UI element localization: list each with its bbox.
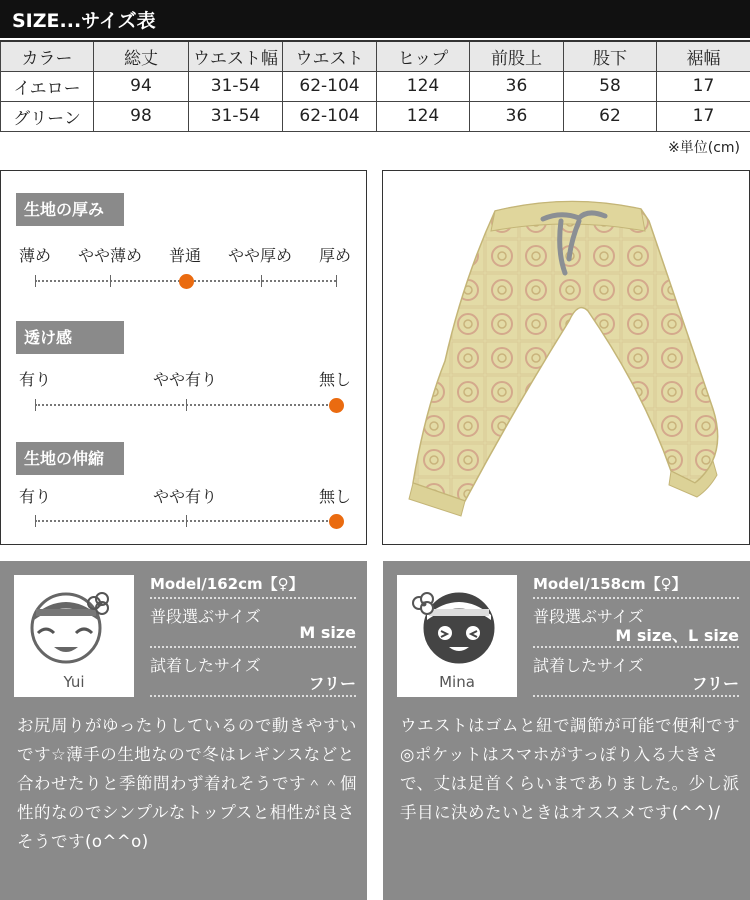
column-header: カラー (1, 41, 94, 71)
size-table (0, 40, 750, 132)
table-row (1, 101, 750, 131)
column-header: 前股上 (470, 41, 564, 71)
divider (533, 646, 739, 648)
avatar-name: Mina (439, 673, 475, 691)
column-header: ウエスト幅 (189, 41, 283, 71)
table-cell: 62-104 (283, 71, 377, 101)
divider (150, 597, 356, 599)
fabric-panel (0, 170, 367, 545)
table-cell: 124 (377, 71, 470, 101)
column-header: ヒップ (377, 41, 470, 71)
scale-label: 普通 (168, 246, 202, 265)
scale-tick (35, 515, 36, 527)
table-cell: 62-104 (283, 101, 377, 131)
product-image-frame (382, 170, 750, 545)
scale-label: やや有り (152, 370, 218, 389)
sheerness-labels (1, 367, 366, 389)
table-cell: グリーン (1, 101, 94, 131)
table-cell: 31-54 (189, 71, 283, 101)
tried-size-value: フリー (691, 674, 739, 693)
table-cell: 36 (470, 71, 564, 101)
tried-size-value: フリー (308, 674, 356, 693)
table-cell: 98 (94, 101, 189, 131)
table-cell: 17 (657, 101, 750, 131)
pants-image (383, 171, 750, 546)
usual-size-label: 普段選ぶサイズ (533, 607, 644, 626)
level-marker (329, 514, 344, 529)
column-header: ウエスト (283, 41, 377, 71)
divider (150, 695, 356, 697)
table-cell: 94 (94, 71, 189, 101)
divider (150, 646, 356, 648)
usual-size-value: M size (299, 623, 356, 642)
scale-tick (186, 399, 187, 411)
column-header: 裾幅 (657, 41, 750, 71)
scale-tick (35, 399, 36, 411)
divider (533, 597, 739, 599)
scale-tick (186, 515, 187, 527)
thickness-labels (1, 243, 366, 265)
scale-tick (261, 275, 262, 287)
level-marker (329, 398, 344, 413)
model-panel-yui (0, 561, 367, 900)
usual-size-label: 普段選ぶサイズ (150, 607, 261, 626)
usual-size-value: M size、L size (615, 626, 739, 645)
table-cell: 17 (657, 71, 750, 101)
avatar-name: Yui (63, 673, 85, 691)
unit-note: ※単位(cm) (668, 140, 740, 156)
model-comment: ウエストはゴムと紐で調節が可能で便利です◎ポケットはスマホがすっぽり入る大きさで、丈は足首くらいまでありました。少し派手目に決めたいときはオススメです(^^)/ (400, 716, 740, 822)
stretch-labels (1, 484, 366, 506)
scale-label: 無し (318, 370, 352, 389)
scale-tick (336, 275, 337, 287)
tried-size-label: 試着したサイズ (533, 656, 644, 675)
table-cell: イエロー (1, 71, 94, 101)
model-title: Model/158cm【♀】 (533, 575, 687, 593)
pants-body (413, 201, 718, 501)
table-cell: 62 (564, 101, 657, 131)
tried-size-label: 試着したサイズ (150, 656, 261, 675)
page-title: SIZE...サイズ表 (12, 10, 156, 32)
model-title: Model/162cm【♀】 (150, 575, 304, 593)
column-header: 総丈 (94, 41, 189, 71)
model-comment: お尻周りがゆったりしているので動きやすいです☆薄手の生地なので冬はレギンスなどと合わせたりと季節問わず着れそうです＾＾個性的なのでシンプルなトップスと相性が良さそうです(o^^o) (17, 716, 357, 851)
stretch-heading: 生地の伸縮 (16, 442, 124, 475)
model-panel-mina (383, 561, 750, 900)
scale-label: 無し (318, 487, 352, 506)
scale-label: 有り (18, 487, 52, 506)
thickness-scale (35, 280, 336, 282)
scale-label: やや有り (152, 487, 218, 506)
divider (533, 695, 739, 697)
header-bar (0, 0, 750, 38)
scale-label: やや薄め (77, 246, 143, 265)
scale-label: 薄め (18, 246, 52, 265)
avatar (397, 575, 517, 697)
table-cell: 36 (470, 101, 564, 131)
table-cell: 31-54 (189, 101, 283, 131)
stretch-scale (35, 520, 336, 522)
column-header: 股下 (564, 41, 657, 71)
table-header-row (1, 41, 750, 71)
scale-label: 厚め (318, 246, 352, 265)
sheerness-heading: 透け感 (16, 321, 124, 354)
scale-tick (110, 275, 111, 287)
table-row (1, 71, 750, 101)
thickness-heading: 生地の厚み (16, 193, 124, 226)
scale-label: 有り (18, 370, 52, 389)
avatar (14, 575, 134, 697)
scale-label: やや厚め (227, 246, 293, 265)
table-cell: 58 (564, 71, 657, 101)
level-marker (179, 274, 194, 289)
sheerness-scale (35, 404, 336, 406)
scale-tick (35, 275, 36, 287)
table-cell: 124 (377, 101, 470, 131)
